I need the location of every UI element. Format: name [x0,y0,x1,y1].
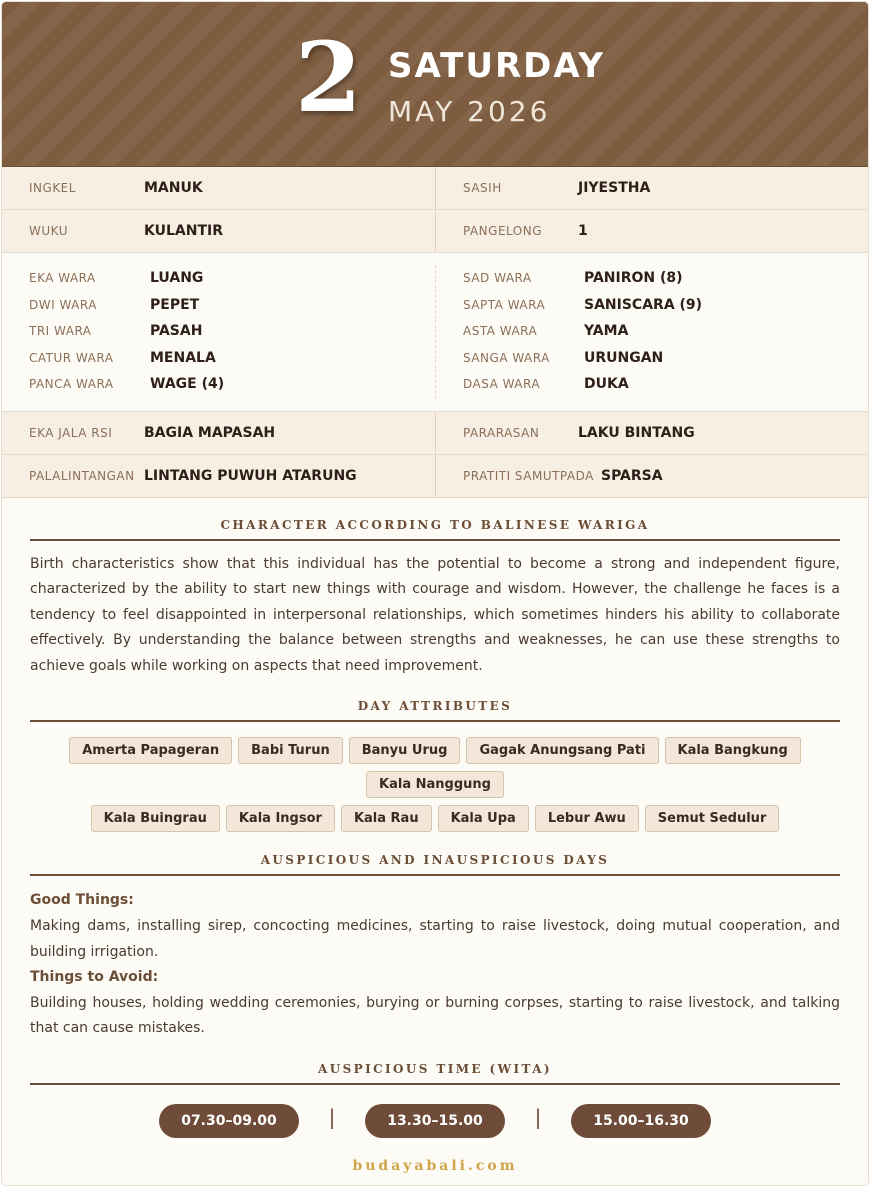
time-slot-pill: 07.30–09.00 [159,1104,299,1138]
info-label: EKA JALA RSI [29,425,113,440]
attributes-section-title: DAY ATTRIBUTES [30,699,840,722]
attribute-chip: Kala Rau [341,805,432,832]
info-value: 1 [578,223,588,239]
attribute-chip: Lebur Awu [535,805,639,832]
info-label: PALALINTANGAN [29,468,135,483]
attribute-chip: Kala Upa [438,805,529,832]
attribute-chip: Gagak Anungsang Pati [466,737,658,764]
attribute-chip: Kala Ingsor [226,805,335,832]
info-row-wuku-pangelong [2,210,868,253]
wara-column-right [435,265,868,398]
wara-column-left [2,265,435,398]
wara-value: MENALA [150,349,216,366]
wara-value: DUKA [584,376,629,393]
wara-label: CATUR WARA [29,350,114,365]
info-cell-eka-jala-rsi [2,412,435,454]
calendar-card [1,1,869,1186]
brand-footer: budayabali.com [352,1158,518,1175]
wara-item [2,265,435,292]
time-separator: | [534,1105,542,1130]
info-value: KULANTIR [144,223,223,239]
attribute-chip: Babi Turun [238,737,343,764]
day-number: 2 [295,21,362,134]
wara-value: SANISCARA (9) [584,296,703,313]
wara-item [436,265,868,292]
wara-value: YAMA [584,323,629,340]
days-section-title: AUSPICIOUS AND INAUSPICIOUS DAYS [30,853,840,876]
info-cell-sasih [435,167,868,209]
wara-item [436,371,868,398]
info-cell-pararasan [435,412,868,454]
info-row-ekajala-pararasan [2,412,868,455]
wara-value: URUNGAN [584,349,664,366]
attribute-chip-list [30,737,840,839]
info-label: PRATITI SAMUTPADA [463,468,594,483]
weekday-label: SATURDAY [388,46,606,86]
character-text: Birth characteristics show that this individual has the potential to become a strong and independent figure, characterized by the ability to start new things with courage and wisdom. However, the challenge he faces is a tendency to feel disappointed in interpersonal relationships, which sometimes hinders his ability to collaborate effectively. By understanding the balance between strengths and weaknesses, he can use these strengths to achieve goals while working on aspects that need improvement. [30,555,840,674]
info-label: INGKEL [29,181,76,195]
wara-item [436,318,868,345]
attribute-chip: Kala Bangkung [665,737,801,764]
month-year-label: MAY 2026 [388,95,551,128]
info-row-ingkel-sasih [2,167,868,210]
time-separator: | [328,1105,336,1130]
info-value: LINTANG PUWUH ATARUNG [144,467,357,484]
info-label: PARARASAN [463,425,540,440]
info-cell-pangelong [435,210,868,252]
time-slot-list [2,1104,868,1138]
time-slot-pill: 15.00–16.30 [571,1104,711,1138]
good-things-text: Making dams, installing sirep, concocting medicines, starting to raise livestock, doing mutual cooperation, and building irrigation. [30,918,840,960]
wara-value: PASAH [150,323,203,340]
time-section-title: AUSPICIOUS TIME (WITA) [30,1062,840,1085]
things-to-avoid-text: Building houses, holding wedding ceremonies, burying or burning corpses, starting to raise livestock, and talking that can cause mistakes. [30,994,840,1037]
wara-label: DASA WARA [463,377,541,392]
wara-label: PANCA WARA [29,377,114,392]
wara-grid [2,253,868,412]
wara-label: SAD WARA [463,271,532,286]
info-value: LAKU BINTANG [578,424,695,441]
wara-label: EKA WARA [29,271,96,286]
wara-label: SANGA WARA [463,350,550,365]
wara-label: DWI WARA [29,297,97,312]
character-section-title: CHARACTER ACCORDING TO BALINESE WARIGA [30,518,840,541]
wara-value: LUANG [150,270,204,287]
wara-item [2,292,435,319]
things-to-avoid-heading: Things to Avoid: [30,969,159,986]
info-cell-palalintangan [2,455,435,497]
wara-item [2,318,435,345]
info-cell-wuku [2,210,435,252]
wara-value: WAGE (4) [150,376,225,393]
info-row-palalintangan-pratiti [2,455,868,498]
wara-label: SAPTA WARA [463,297,546,312]
attribute-chip: Amerta Papageran [69,737,232,764]
wara-item [2,345,435,372]
attribute-chip: Semut Sedulur [645,805,780,832]
wara-label: ASTA WARA [463,324,538,339]
info-value: BAGIA MAPASAH [144,424,276,441]
info-label: WUKU [29,224,68,238]
wara-item [436,292,868,319]
info-value: MANUK [144,180,203,196]
info-cell-pratiti-samutpada [435,455,868,497]
wara-item [436,345,868,372]
date-header [2,2,868,167]
attribute-chip: Kala Buingrau [91,805,220,832]
wara-label: TRI WARA [29,324,92,339]
info-label: PANGELONG [463,224,543,238]
info-label: SASIH [463,181,502,195]
time-slot-pill: 13.30–15.00 [365,1104,505,1138]
attribute-chip: Banyu Urug [349,737,461,764]
wara-item [2,371,435,398]
wara-value: PEPET [150,296,200,313]
attribute-chip: Kala Nanggung [366,771,504,798]
wara-value: PANIRON (8) [584,270,683,287]
info-cell-ingkel [2,167,435,209]
good-things-heading: Good Things: [30,892,134,909]
info-value: SPARSA [601,467,663,484]
info-value: JIYESTHA [578,180,651,196]
